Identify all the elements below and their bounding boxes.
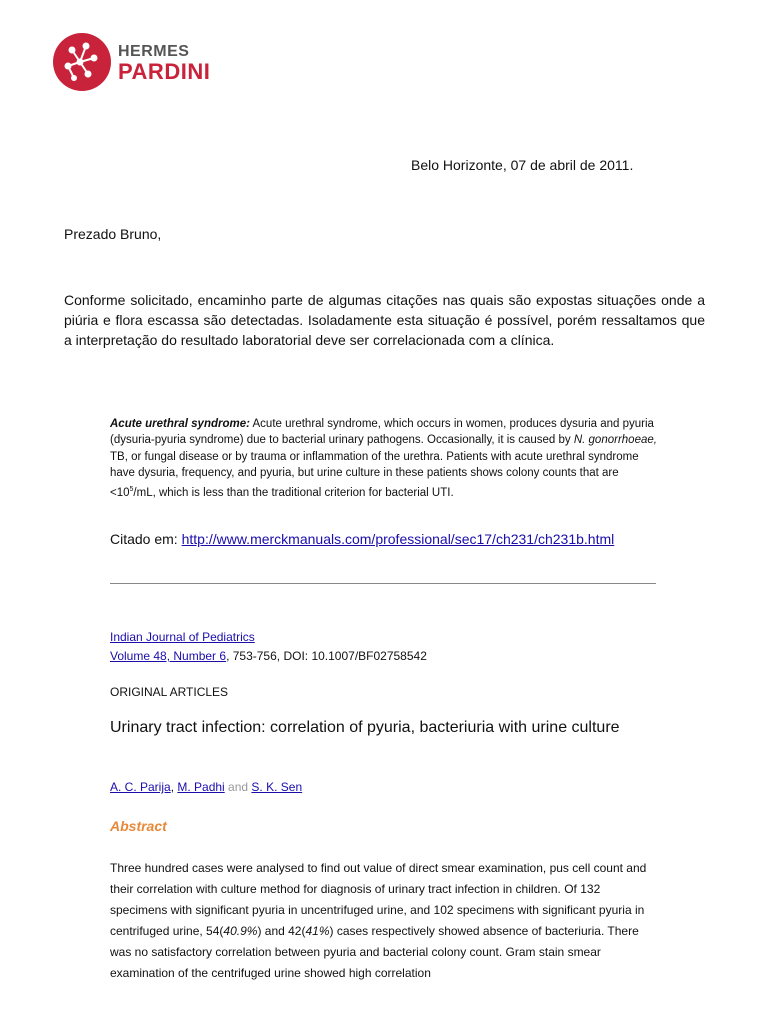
quote-text-1: Acute urethral syndrome, which occurs in women, produces dysuria and pyuria (dysuria-pyuria syndrome) due to bacterial urinary pathogens. Occasionally, it is caused by	[110, 418, 654, 447]
abstract-pct-2: 41%	[305, 924, 330, 938]
article-title: Urinary tract infection: correlation of pyuria, bacteriuria with urine culture	[110, 719, 620, 736]
cited-line	[110, 531, 614, 547]
letter-intro-paragraph: Conforme solicitado, encaminho parte de algumas citações nas quais são expostas situações onde a piúria e flora escassa são detectadas. Isoladamente esta situação é possível, porém ressaltamos que a interpretação do resultado laboratorial deve ser correlacionada com a clínica.	[64, 292, 705, 348]
merck-link[interactable]: http://www.merckmanuals.com/professional/sec17/ch231/ch231b.html	[181, 531, 615, 547]
letter-date: Belo Horizonte, 07 de abril de 2011.	[411, 157, 634, 173]
author-link-padhi[interactable]: M. Padhi	[177, 780, 225, 794]
letter-greeting: Prezado Bruno,	[64, 226, 162, 242]
volume-link[interactable]: Volume 48, Number 6	[110, 649, 227, 663]
quote-organism: N. gonorrhoeae,	[573, 434, 657, 447]
brand-line-2: PARDINI	[118, 59, 211, 84]
hermes-pardini-logo-icon	[52, 32, 112, 92]
journal-info	[110, 628, 427, 666]
author-link-parija[interactable]: A. C. Parija	[110, 780, 171, 794]
quote-text-2: TB, or fungal disease or by trauma or inflammation of the urethra. Patients with acute urethral syndrome have dysuria, frequency, and pyuria, but urine culture in these patients shows colony counts that are <10	[110, 450, 639, 499]
quote-heading: Acute urethral syndrome:	[110, 418, 250, 430]
abstract-text	[110, 858, 660, 984]
merck-quote	[110, 416, 660, 501]
article-authors	[110, 780, 302, 794]
brand-line-1: HERMES	[118, 43, 190, 60]
brand-wordmark	[118, 44, 210, 83]
abstract-part-3: ) cases respectively showed absence of bacteriuria. There was no satisfactory correlation between pyuria and bacterial colony count. Gram stain smear examination of the centrifuged urine showed high correlation	[110, 924, 639, 980]
abstract-pct-1: 40.9%	[223, 924, 258, 938]
abstract-part-1: Three hundred cases were analysed to find out value of direct smear examination, pus cell count and their correlation with culture method for diagnosis of urinary tract infection in children. Of 132 specimens with significant pyuria in uncentrifuged urine, and 102 specimens with significant pyuria in centrifuged urine, 54(	[110, 861, 647, 938]
author-and: and	[224, 780, 252, 794]
divider	[110, 583, 656, 584]
quote-exponent: 5	[129, 485, 134, 493]
cited-label: Citado em:	[110, 531, 182, 547]
journal-link[interactable]: Indian Journal of Pediatrics	[110, 630, 255, 644]
abstract-heading: Abstract	[110, 818, 167, 834]
article-category: ORIGINAL ARTICLES	[110, 685, 229, 699]
author-link-sen[interactable]: S. K. Sen	[251, 780, 303, 794]
abstract-part-2: ) and 42(	[257, 924, 306, 938]
pages-doi: , 753-756, DOI: 10.1007/BF02758542	[226, 649, 427, 663]
quote-text-3: /mL, which is less than the traditional criterion for bacterial UTI.	[133, 486, 454, 499]
author-separator: ,	[170, 780, 178, 794]
